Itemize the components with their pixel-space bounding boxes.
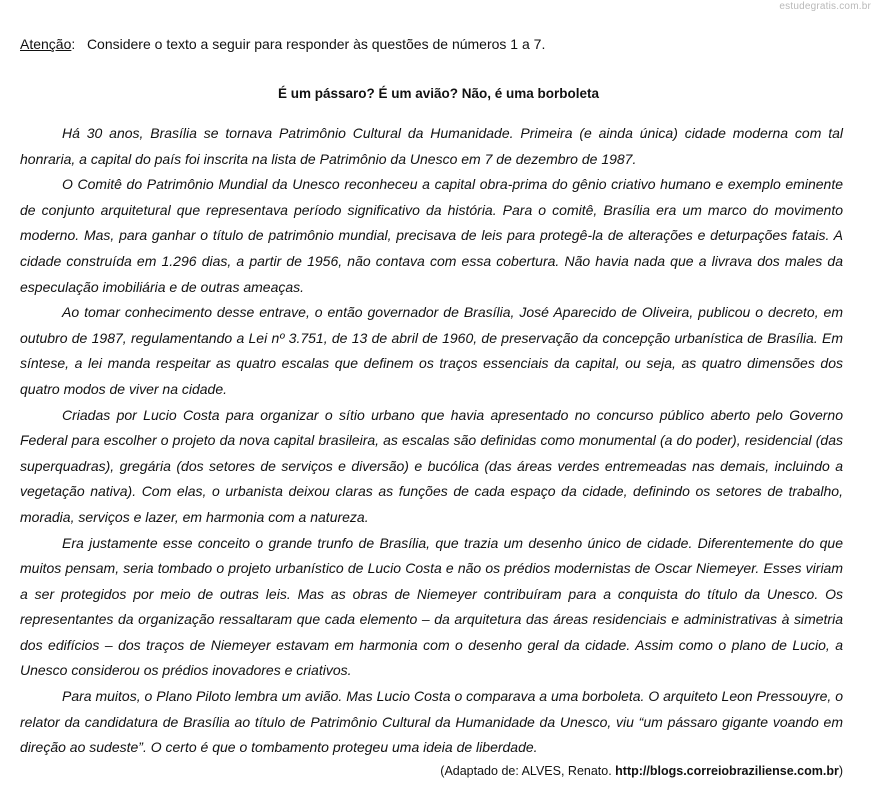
paragraph-5: Era justamente esse conceito o grande trunfo de Brasília, que trazia um desenho único de cidade. Diferentemente do que muitos pensam, seria tombado o projeto urbanístico de Lucio Costa e não os prédios modernistas de Oscar Niemeyer. Esses viriam a ser protegidos por meio de outras leis. Mas as obras de Niemeyer contribuíram para a conquista do título da Unesco. Os representantes da organização ressaltaram que cada elemento – da arquitetura das áreas residenciais e administrativas à simetria dos edifícios – dos traços de Niemeyer estavam em harmonia com o desenho geral da cidade. Assim como o plano de Lucio, a Unesco considerou os prédios inovadores e criativos. xyxy=(20,534,843,679)
source-prefix: (Adaptado de: ALVES, Renato. xyxy=(440,764,616,778)
notice-text: Considere o texto a seguir para responder às questões de números 1 a 7. xyxy=(86,36,546,52)
paragraph-6: Para muitos, o Plano Piloto lembra um avião. Mas Lucio Costa o comparava a uma borboleta. O arquiteto Leon Pressouyre, o relator da candidatura de Brasília ao título de Patrimônio Cultural da Humanidade da Unesco, viu “um pássaro gigante voando em direção ao sudeste”. O certo é que o tombamento protegeu uma ideia de liberdade. xyxy=(20,688,843,756)
notice-label: Atenção xyxy=(20,36,72,52)
article-body xyxy=(20,121,843,761)
site-watermark: estudegratis.com.br xyxy=(779,1,871,12)
source-url-link[interactable]: http://blogs.correiobraziliense.com.br xyxy=(615,764,839,778)
article-title: É um pássaro? É um avião? Não, é uma borboleta xyxy=(277,86,600,101)
paragraph-4: Criadas por Lucio Costa para organizar o sítio urbano que havia apresentado no concurso público aberto pelo Governo Federal para escolher o projeto da nova capital brasileira, as escalas são definidas como monumental (a do poder), residencial (das superquadras), gregária (dos setores de serviços e diversão) e bucólica (das áreas verdes entremeadas nas demais, incluindo a vegetação nativa). Com elas, o urbanista deixou claras as funções de cada espaço da cidade, definindo os setores de trabalho, moradia, serviços e lazer, em harmonia com a natureza. xyxy=(20,406,843,525)
notice-colon: : xyxy=(71,36,76,52)
paragraph-2: O Comitê do Patrimônio Mundial da Unesco reconheceu a capital obra-prima do gênio criativo humano e exemplo eminente de conjunto arquitetural que representava período significativo da história. Para o comitê, Brasília era um marco do movimento moderno. Mas, para ganhar o título de patrimônio mundial, precisava de leis para protegê-la de alterações e deturpações fatais. A cidade construída em 1.296 dias, a partir de 1956, não contava com essa cobertura. Não havia nada que a livrava dos males da especulação imobiliária e de outras ameaças. xyxy=(20,176,843,295)
instruction-line xyxy=(20,36,545,52)
source-citation xyxy=(440,764,843,778)
source-suffix: ) xyxy=(838,764,843,778)
paragraph-3: Ao tomar conhecimento desse entrave, o então governador de Brasília, José Aparecido de Oliveira, publicou o decreto, em outubro de 1987, regulamentando a Lei nº 3.751, de 13 de abril de 1960, de preservação da concepção urbanística de Brasília. Em síntese, a lei manda respeitar as quatro escalas que definem os traços essenciais da capital, ou seja, as quatro dimensões dos quatro modos de viver na cidade. xyxy=(20,304,843,397)
paragraph-1: Há 30 anos, Brasília se tornava Patrimônio Cultural da Humanidade. Primeira (e ainda única) cidade moderna com tal honraria, a capital do país foi inscrita na lista de Patrimônio da Unesco em 7 de dezembro de 1987. xyxy=(20,125,843,167)
